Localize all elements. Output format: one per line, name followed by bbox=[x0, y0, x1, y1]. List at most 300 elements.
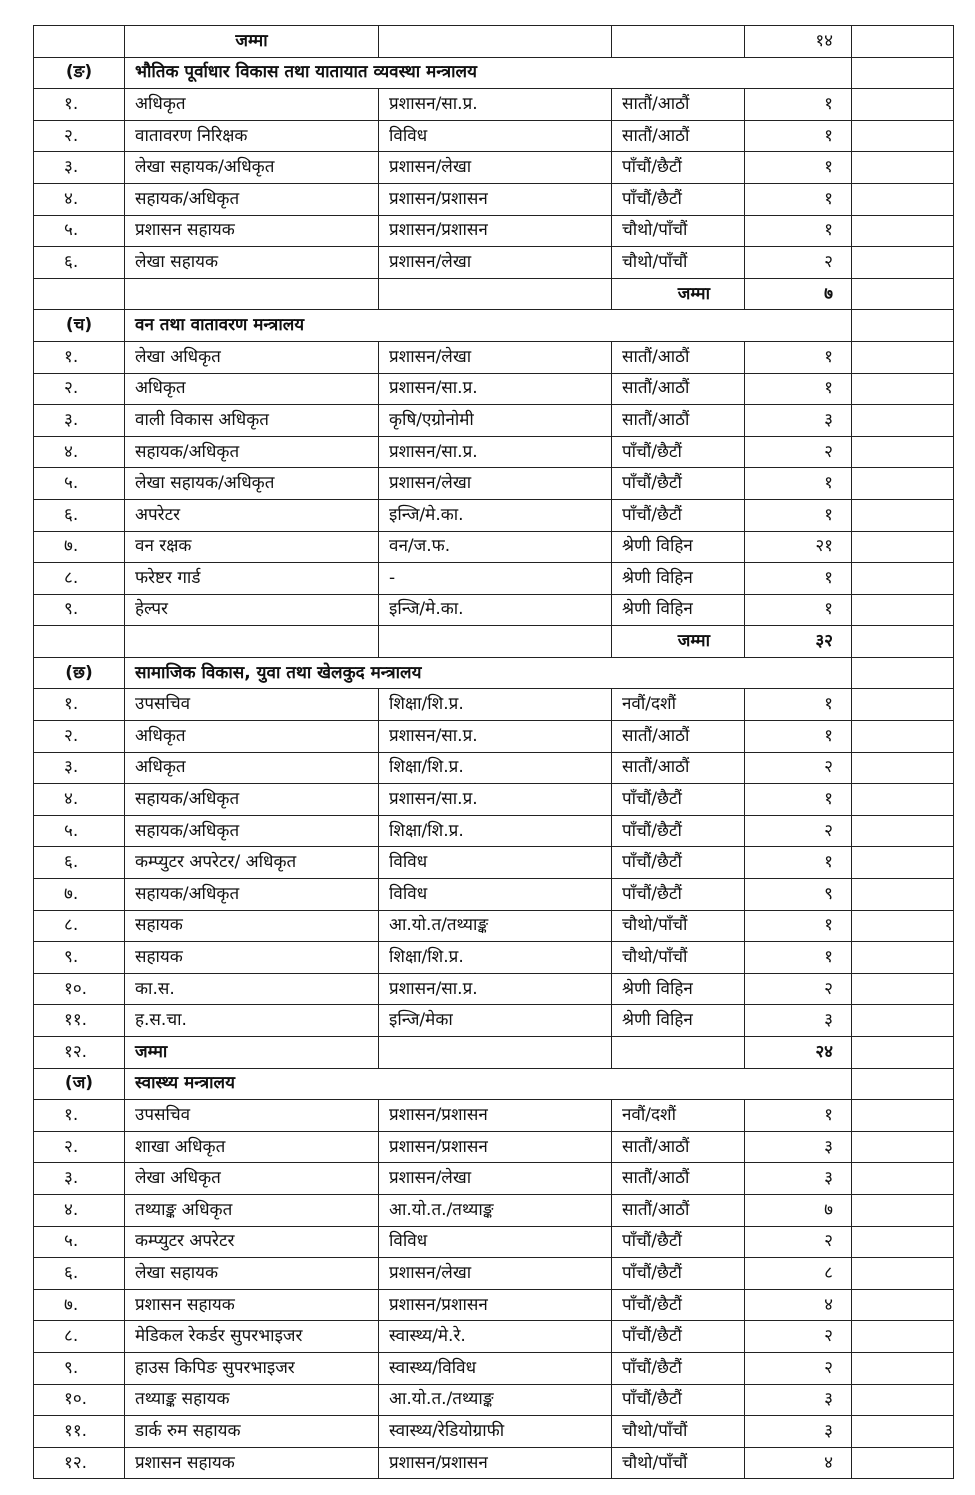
cell-empty bbox=[852, 1163, 954, 1195]
level: श्रेणी विहिन bbox=[612, 563, 745, 595]
cell-sn bbox=[34, 26, 125, 58]
post-name: सहायक/अधिकृत bbox=[125, 436, 379, 468]
service-group: शिक्षा/शि.प्र. bbox=[379, 752, 612, 784]
serial-number: ३. bbox=[34, 752, 125, 784]
cell-empty bbox=[852, 26, 954, 58]
table-row bbox=[34, 1384, 954, 1416]
post-name: उपसचिव bbox=[125, 1100, 379, 1132]
cell-empty bbox=[852, 531, 954, 563]
post-name: शाखा अधिकृत bbox=[125, 1131, 379, 1163]
cell-empty bbox=[125, 626, 379, 658]
serial-number: १२. bbox=[34, 1037, 125, 1069]
cell-empty bbox=[852, 341, 954, 373]
level: चौथो/पाँचौं bbox=[612, 1416, 745, 1448]
serial-number: ६. bbox=[34, 847, 125, 879]
post-name: लेखा सहायक/अधिकृत bbox=[125, 152, 379, 184]
service-group: स्वास्थ्य/विविध bbox=[379, 1352, 612, 1384]
table-row bbox=[34, 373, 954, 405]
cell-empty bbox=[852, 405, 954, 437]
level: चौथो/पाँचौं bbox=[612, 247, 745, 279]
level: श्रेणी विहिन bbox=[612, 594, 745, 626]
table-row bbox=[34, 594, 954, 626]
service-group: प्रशासन/सा.प्र. bbox=[379, 973, 612, 1005]
cell-empty bbox=[852, 1352, 954, 1384]
level: पाँचौं/छैटौं bbox=[612, 1352, 745, 1384]
table-row bbox=[34, 879, 954, 911]
cell-empty bbox=[852, 689, 954, 721]
post-name: वातावरण निरिक्षक bbox=[125, 120, 379, 152]
post-count: ७ bbox=[745, 1194, 852, 1226]
serial-number bbox=[34, 626, 125, 658]
table-row bbox=[34, 531, 954, 563]
service-group: प्रशासन/लेखा bbox=[379, 1258, 612, 1290]
serial-number: ९. bbox=[34, 594, 125, 626]
post-count: १ bbox=[745, 721, 852, 753]
level: पाँचौं/छैटौं bbox=[612, 1258, 745, 1290]
level: नवौं/दशौं bbox=[612, 689, 745, 721]
post-name: लेखा सहायक bbox=[125, 247, 379, 279]
serial-number: ३. bbox=[34, 1163, 125, 1195]
cell-empty bbox=[852, 1037, 954, 1069]
serial-number: ४. bbox=[34, 784, 125, 816]
section-header-row bbox=[34, 57, 954, 89]
cell-empty bbox=[379, 26, 612, 58]
table-row bbox=[34, 1416, 954, 1448]
cell-empty bbox=[852, 152, 954, 184]
post-name: सहायक bbox=[125, 910, 379, 942]
post-count: २ bbox=[745, 1352, 852, 1384]
service-group: प्रशासन/प्रशासन bbox=[379, 215, 612, 247]
table-row bbox=[34, 1289, 954, 1321]
post-name: उपसचिव bbox=[125, 689, 379, 721]
post-name: कम्प्युटर अपरेटर bbox=[125, 1226, 379, 1258]
table-row bbox=[34, 973, 954, 1005]
serial-number: ६. bbox=[34, 1258, 125, 1290]
total-label: जम्मा bbox=[125, 1037, 379, 1069]
total-value: ३२ bbox=[745, 626, 852, 658]
serial-number: १२. bbox=[34, 1447, 125, 1479]
post-name: अधिकृत bbox=[125, 373, 379, 405]
serial-number: ११. bbox=[34, 1416, 125, 1448]
serial-number: ७. bbox=[34, 531, 125, 563]
cell-empty bbox=[852, 1447, 954, 1479]
cell-empty bbox=[852, 563, 954, 595]
table-body bbox=[34, 26, 954, 1479]
post-count: ४ bbox=[745, 1447, 852, 1479]
cell-empty bbox=[852, 942, 954, 974]
cell-empty bbox=[852, 183, 954, 215]
section-header-row bbox=[34, 1068, 954, 1100]
cell-empty bbox=[852, 910, 954, 942]
post-count: २ bbox=[745, 973, 852, 1005]
level: पाँचौं/छैटौं bbox=[612, 815, 745, 847]
table-row bbox=[34, 215, 954, 247]
cell-empty bbox=[852, 1289, 954, 1321]
table-row bbox=[34, 563, 954, 595]
cell-empty bbox=[852, 1258, 954, 1290]
cell-empty bbox=[852, 1005, 954, 1037]
cell-empty bbox=[852, 973, 954, 1005]
total-label: जम्मा bbox=[612, 278, 745, 310]
table-row bbox=[34, 815, 954, 847]
serial-number: २. bbox=[34, 373, 125, 405]
cell-empty bbox=[852, 594, 954, 626]
post-count: २ bbox=[745, 752, 852, 784]
table-row bbox=[34, 152, 954, 184]
section-letter: (च) bbox=[34, 310, 125, 342]
table-row bbox=[34, 1005, 954, 1037]
serial-number: ५. bbox=[34, 815, 125, 847]
level: पाँचौं/छैटौं bbox=[612, 879, 745, 911]
post-name: वाली विकास अधिकृत bbox=[125, 405, 379, 437]
post-name: सहायक/अधिकृत bbox=[125, 784, 379, 816]
post-name: ह.स.चा. bbox=[125, 1005, 379, 1037]
cell-empty bbox=[612, 26, 745, 58]
cell-empty bbox=[852, 89, 954, 121]
service-group: प्रशासन/सा.प्र. bbox=[379, 373, 612, 405]
total-value: ७ bbox=[745, 278, 852, 310]
cell-empty bbox=[852, 815, 954, 847]
level: सातौं/आठौं bbox=[612, 341, 745, 373]
post-name: अपरेटर bbox=[125, 499, 379, 531]
cell-empty bbox=[852, 436, 954, 468]
post-count: २१ bbox=[745, 531, 852, 563]
cell-empty bbox=[612, 1037, 745, 1069]
cell-empty bbox=[379, 626, 612, 658]
serial-number: १. bbox=[34, 1100, 125, 1132]
cell-empty bbox=[852, 120, 954, 152]
section-letter: (ङ) bbox=[34, 57, 125, 89]
post-count: ४ bbox=[745, 1289, 852, 1321]
level: चौथो/पाँचौं bbox=[612, 1447, 745, 1479]
table-row bbox=[34, 784, 954, 816]
cell-empty bbox=[852, 657, 954, 689]
serial-number: ३. bbox=[34, 152, 125, 184]
serial-number: ९. bbox=[34, 1352, 125, 1384]
cell-empty bbox=[852, 784, 954, 816]
post-name: कम्प्युटर अपरेटर/ अधिकृत bbox=[125, 847, 379, 879]
cell-empty bbox=[852, 57, 954, 89]
post-name: लेखा सहायक bbox=[125, 1258, 379, 1290]
post-name: डार्क रुम सहायक bbox=[125, 1416, 379, 1448]
serial-number: ४. bbox=[34, 183, 125, 215]
post-count: ८ bbox=[745, 1258, 852, 1290]
service-group: विविध bbox=[379, 120, 612, 152]
post-name: लेखा सहायक/अधिकृत bbox=[125, 468, 379, 500]
serial-number: ११. bbox=[34, 1005, 125, 1037]
serial-number: ५. bbox=[34, 468, 125, 500]
section-title: सामाजिक विकास, युवा तथा खेलकुद मन्त्रालय bbox=[125, 657, 852, 689]
table-row bbox=[34, 1194, 954, 1226]
post-count: १ bbox=[745, 341, 852, 373]
cell-empty bbox=[852, 1068, 954, 1100]
service-group: स्वास्थ्य/रेडियोग्राफी bbox=[379, 1416, 612, 1448]
section-total-row bbox=[34, 278, 954, 310]
post-name: फरेष्टर गार्ड bbox=[125, 563, 379, 595]
service-group: प्रशासन/लेखा bbox=[379, 247, 612, 279]
table-row bbox=[34, 405, 954, 437]
post-count: १ bbox=[745, 499, 852, 531]
post-name: प्रशासन सहायक bbox=[125, 1289, 379, 1321]
table-row bbox=[34, 1100, 954, 1132]
section-header-row bbox=[34, 657, 954, 689]
post-count: १ bbox=[745, 594, 852, 626]
level: श्रेणी विहिन bbox=[612, 973, 745, 1005]
table-row bbox=[34, 499, 954, 531]
cell-empty bbox=[852, 1384, 954, 1416]
service-group: प्रशासन/प्रशासन bbox=[379, 1447, 612, 1479]
cell-empty bbox=[852, 879, 954, 911]
post-count: १ bbox=[745, 942, 852, 974]
service-group: प्रशासन/प्रशासन bbox=[379, 1289, 612, 1321]
post-name: लेखा अधिकृत bbox=[125, 341, 379, 373]
level: पाँचौं/छैटौं bbox=[612, 152, 745, 184]
serial-number: ८. bbox=[34, 563, 125, 595]
service-group: प्रशासन/प्रशासन bbox=[379, 183, 612, 215]
table-row bbox=[34, 689, 954, 721]
post-count: ३ bbox=[745, 1384, 852, 1416]
serial-number: ८. bbox=[34, 910, 125, 942]
table-row bbox=[34, 847, 954, 879]
section-total-row bbox=[34, 1037, 954, 1069]
serial-number: ५. bbox=[34, 1226, 125, 1258]
table-row bbox=[34, 436, 954, 468]
post-count: ३ bbox=[745, 1163, 852, 1195]
cell-empty bbox=[852, 278, 954, 310]
section-letter: (छ) bbox=[34, 657, 125, 689]
section-title: स्वास्थ्य मन्त्रालय bbox=[125, 1068, 852, 1100]
level: पाँचौं/छैटौं bbox=[612, 1226, 745, 1258]
level: सातौं/आठौं bbox=[612, 1131, 745, 1163]
cell-empty bbox=[852, 1131, 954, 1163]
opening-total-label: जम्मा bbox=[125, 26, 379, 58]
cell-empty bbox=[852, 310, 954, 342]
serial-number: ६. bbox=[34, 499, 125, 531]
post-name: सहायक/अधिकृत bbox=[125, 879, 379, 911]
level: पाँचौं/छैटौं bbox=[612, 499, 745, 531]
service-group: इन्जि/मेका bbox=[379, 1005, 612, 1037]
serial-number: १०. bbox=[34, 973, 125, 1005]
section-total-row bbox=[34, 626, 954, 658]
service-group: स्वास्थ्य/मे.रे. bbox=[379, 1321, 612, 1353]
cell-empty bbox=[852, 626, 954, 658]
service-group: इन्जि/मे.का. bbox=[379, 499, 612, 531]
cell-empty bbox=[852, 247, 954, 279]
service-group: शिक्षा/शि.प्र. bbox=[379, 689, 612, 721]
level: नवौं/दशौं bbox=[612, 1100, 745, 1132]
post-name: तथ्याङ्क अधिकृत bbox=[125, 1194, 379, 1226]
service-group: विविध bbox=[379, 847, 612, 879]
level: पाँचौं/छैटौं bbox=[612, 1289, 745, 1321]
cell-empty bbox=[852, 468, 954, 500]
table-row bbox=[34, 1258, 954, 1290]
serial-number: ३. bbox=[34, 405, 125, 437]
cell-empty bbox=[852, 1416, 954, 1448]
post-name: सहायक/अधिकृत bbox=[125, 815, 379, 847]
level: सातौं/आठौं bbox=[612, 120, 745, 152]
level: पाँचौं/छैटौं bbox=[612, 468, 745, 500]
level: पाँचौं/छैटौं bbox=[612, 784, 745, 816]
post-count: २ bbox=[745, 436, 852, 468]
service-group: प्रशासन/प्रशासन bbox=[379, 1131, 612, 1163]
level: पाँचौं/छैटौं bbox=[612, 1321, 745, 1353]
table-row bbox=[34, 1447, 954, 1479]
serial-number: २. bbox=[34, 721, 125, 753]
serial-number: १. bbox=[34, 89, 125, 121]
post-name: अधिकृत bbox=[125, 752, 379, 784]
post-count: १ bbox=[745, 373, 852, 405]
level: चौथो/पाँचौं bbox=[612, 215, 745, 247]
serial-number: १०. bbox=[34, 1384, 125, 1416]
service-group: इन्जि/मे.का. bbox=[379, 594, 612, 626]
level: सातौं/आठौं bbox=[612, 405, 745, 437]
level: सातौं/आठौं bbox=[612, 1194, 745, 1226]
post-count: ३ bbox=[745, 405, 852, 437]
serial-number: १. bbox=[34, 689, 125, 721]
service-group: शिक्षा/शि.प्र. bbox=[379, 815, 612, 847]
post-count: २ bbox=[745, 815, 852, 847]
serial-number: ४. bbox=[34, 436, 125, 468]
level: चौथो/पाँचौं bbox=[612, 910, 745, 942]
post-count: १ bbox=[745, 563, 852, 595]
service-group: प्रशासन/लेखा bbox=[379, 468, 612, 500]
post-count: ९ bbox=[745, 879, 852, 911]
post-name: अधिकृत bbox=[125, 89, 379, 121]
cell-empty bbox=[852, 373, 954, 405]
serial-number: ६. bbox=[34, 247, 125, 279]
table-row bbox=[34, 752, 954, 784]
total-label: जम्मा bbox=[612, 626, 745, 658]
cell-empty bbox=[852, 1226, 954, 1258]
serial-number: २. bbox=[34, 120, 125, 152]
post-name: प्रशासन सहायक bbox=[125, 1447, 379, 1479]
service-group: प्रशासन/लेखा bbox=[379, 152, 612, 184]
post-count: २ bbox=[745, 1321, 852, 1353]
serial-number: ५. bbox=[34, 215, 125, 247]
post-count: १ bbox=[745, 468, 852, 500]
post-count: १ bbox=[745, 910, 852, 942]
cell-empty bbox=[852, 721, 954, 753]
serial-number: ४. bbox=[34, 1194, 125, 1226]
table-row bbox=[34, 183, 954, 215]
table-row bbox=[34, 1352, 954, 1384]
opening-total-row bbox=[34, 26, 954, 58]
post-name: का.स. bbox=[125, 973, 379, 1005]
post-count: १ bbox=[745, 215, 852, 247]
service-group: - bbox=[379, 563, 612, 595]
service-group: विविध bbox=[379, 1226, 612, 1258]
section-title: भौतिक पूर्वाधार विकास तथा यातायात व्यवस्था मन्त्रालय bbox=[125, 57, 852, 89]
service-group: शिक्षा/शि.प्र. bbox=[379, 942, 612, 974]
post-name: मेडिकल रेकर्डर सुपरभाइजर bbox=[125, 1321, 379, 1353]
post-name: सहायक bbox=[125, 942, 379, 974]
opening-total-value: १४ bbox=[745, 26, 852, 58]
post-count: १ bbox=[745, 183, 852, 215]
service-group: प्रशासन/लेखा bbox=[379, 341, 612, 373]
cell-empty bbox=[852, 499, 954, 531]
table-row bbox=[34, 721, 954, 753]
service-group: आ.यो.त./तथ्याङ्क bbox=[379, 1194, 612, 1226]
post-count: १ bbox=[745, 152, 852, 184]
service-group: आ.यो.त./तथ्याङ्क bbox=[379, 1384, 612, 1416]
table-row bbox=[34, 341, 954, 373]
cell-empty bbox=[852, 1100, 954, 1132]
level: श्रेणी विहिन bbox=[612, 531, 745, 563]
post-count: १ bbox=[745, 1100, 852, 1132]
serial-number: २. bbox=[34, 1131, 125, 1163]
service-group: प्रशासन/सा.प्र. bbox=[379, 721, 612, 753]
serial-number: ७. bbox=[34, 879, 125, 911]
cell-empty bbox=[379, 278, 612, 310]
post-count: १ bbox=[745, 120, 852, 152]
staff-table bbox=[33, 25, 954, 1479]
section-header-row bbox=[34, 310, 954, 342]
post-count: १ bbox=[745, 689, 852, 721]
level: पाँचौं/छैटौं bbox=[612, 436, 745, 468]
service-group: प्रशासन/सा.प्र. bbox=[379, 89, 612, 121]
serial-number: ९. bbox=[34, 942, 125, 974]
service-group: विविध bbox=[379, 879, 612, 911]
post-count: ३ bbox=[745, 1131, 852, 1163]
table-row bbox=[34, 1226, 954, 1258]
cell-empty bbox=[852, 215, 954, 247]
post-count: २ bbox=[745, 247, 852, 279]
table-row bbox=[34, 1131, 954, 1163]
level: सातौं/आठौं bbox=[612, 1163, 745, 1195]
post-count: ३ bbox=[745, 1416, 852, 1448]
service-group: प्रशासन/सा.प्र. bbox=[379, 784, 612, 816]
cell-empty bbox=[125, 278, 379, 310]
post-count: १ bbox=[745, 784, 852, 816]
level: सातौं/आठौं bbox=[612, 89, 745, 121]
level: सातौं/आठौं bbox=[612, 752, 745, 784]
table-row bbox=[34, 468, 954, 500]
cell-empty bbox=[852, 1321, 954, 1353]
table-row bbox=[34, 247, 954, 279]
service-group: कृषि/एग्रोनोमी bbox=[379, 405, 612, 437]
post-name: प्रशासन सहायक bbox=[125, 215, 379, 247]
service-group: प्रशासन/लेखा bbox=[379, 1163, 612, 1195]
section-letter: (ज) bbox=[34, 1068, 125, 1100]
post-name: वन रक्षक bbox=[125, 531, 379, 563]
cell-empty bbox=[852, 847, 954, 879]
level: श्रेणी विहिन bbox=[612, 1005, 745, 1037]
table-row bbox=[34, 89, 954, 121]
table-row bbox=[34, 120, 954, 152]
serial-number bbox=[34, 278, 125, 310]
section-title: वन तथा वातावरण मन्त्रालय bbox=[125, 310, 852, 342]
level: सातौं/आठौं bbox=[612, 721, 745, 753]
service-group: प्रशासन/प्रशासन bbox=[379, 1100, 612, 1132]
table-row bbox=[34, 1163, 954, 1195]
serial-number: १. bbox=[34, 341, 125, 373]
level: चौथो/पाँचौं bbox=[612, 942, 745, 974]
post-count: ३ bbox=[745, 1005, 852, 1037]
table-row bbox=[34, 1321, 954, 1353]
serial-number: ८. bbox=[34, 1321, 125, 1353]
table-row bbox=[34, 942, 954, 974]
total-value: २४ bbox=[745, 1037, 852, 1069]
service-group: आ.यो.त/तथ्याङ्क bbox=[379, 910, 612, 942]
table-row bbox=[34, 910, 954, 942]
level: पाँचौं/छैटौं bbox=[612, 847, 745, 879]
service-group: वन/ज.फ. bbox=[379, 531, 612, 563]
serial-number: ७. bbox=[34, 1289, 125, 1321]
service-group: प्रशासन/सा.प्र. bbox=[379, 436, 612, 468]
post-name: अधिकृत bbox=[125, 721, 379, 753]
post-name: हेल्पर bbox=[125, 594, 379, 626]
post-count: १ bbox=[745, 847, 852, 879]
